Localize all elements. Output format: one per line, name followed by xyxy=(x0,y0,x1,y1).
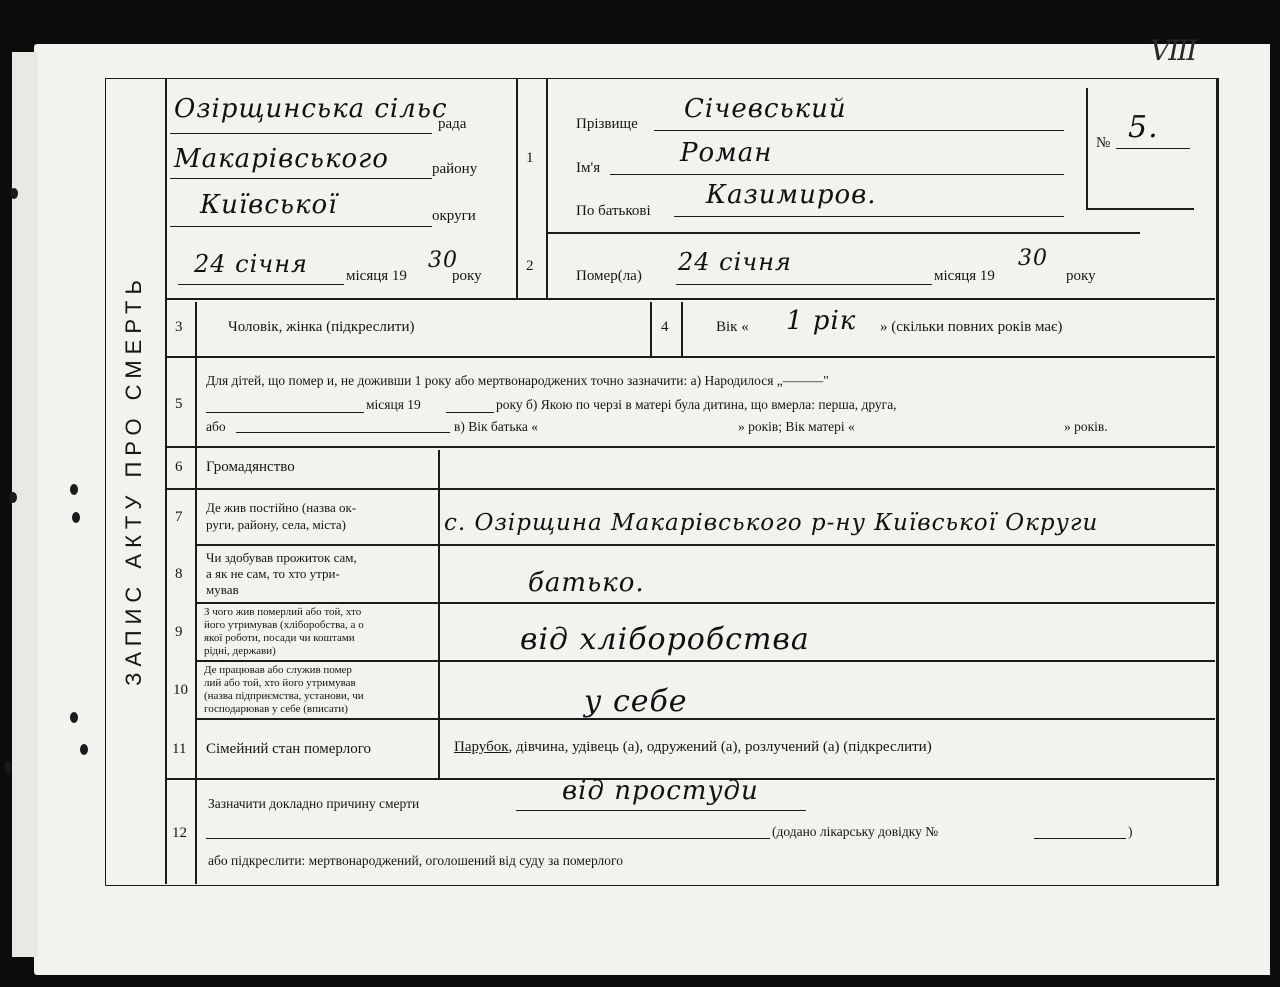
death-date-line xyxy=(676,284,932,285)
surname-line xyxy=(654,130,1064,131)
infant-year-line xyxy=(446,412,494,413)
surname-handwriting: Січевський xyxy=(684,94,847,124)
income-label-2: його утримував (хліборобства, а о xyxy=(204,619,364,631)
grid-line xyxy=(165,446,1215,448)
work-label-3: (назва підприємства, установи, чи xyxy=(204,690,364,702)
infant-info-line-1: Для дітей, що помер и, не доживши 1 року або мертвонароджених точно зазначити: а) Народилося „———" xyxy=(206,373,829,388)
punch-hole xyxy=(70,712,78,723)
registration-date-handwriting: 24 січня xyxy=(194,250,308,278)
stillborn-note: або підкреслити: мертвонароджений, оголошений від суду за померлого xyxy=(208,853,623,868)
infant-line xyxy=(206,412,364,413)
row-number: 10 xyxy=(173,682,188,698)
name-line xyxy=(610,174,1064,175)
registration-date-line xyxy=(178,284,344,285)
row-number: 3 xyxy=(175,319,183,335)
record-number-line xyxy=(1116,148,1190,149)
marital-option-selected: Парубок xyxy=(454,739,509,755)
infant-or-label: або xyxy=(206,419,226,434)
support-label-1: Чи здобував прожиток сам, xyxy=(206,550,357,565)
work-label-4: господарював у себе (вписати) xyxy=(204,703,348,715)
registration-month-label: місяця 19 xyxy=(346,268,407,284)
marital-status-label: Сімейний стан померлого xyxy=(206,741,371,757)
grid-line xyxy=(165,488,1215,490)
okruga-label: округи xyxy=(432,208,476,224)
infant-month-label: місяця 19 xyxy=(366,397,421,412)
death-year-handwriting: 30 xyxy=(1018,246,1048,271)
raion-handwriting: Макарівського xyxy=(174,144,389,174)
corner-mark: VIII xyxy=(1150,34,1196,67)
record-number-label: № xyxy=(1096,135,1111,151)
registration-year-handwriting: 30 xyxy=(428,248,458,273)
grid-line xyxy=(195,718,1215,720)
certificate-number-line xyxy=(1034,838,1126,839)
residence-label-1: Де жив постійно (назва ок- xyxy=(206,500,357,515)
cause-of-death-label: Зазначити докладно причину смерти xyxy=(208,796,420,811)
years-label: » років. xyxy=(1064,419,1108,434)
work-label-1: Де працював або служив помер xyxy=(204,664,352,676)
cause-line-2 xyxy=(206,838,770,839)
rada-line xyxy=(170,133,432,134)
income-label-4: рідні, держави) xyxy=(204,645,276,657)
patronymic-label: По батькові xyxy=(576,203,651,219)
grid-line xyxy=(195,660,1215,662)
support-handwriting: батько. xyxy=(528,568,645,598)
row-number: 6 xyxy=(175,459,183,475)
name-label: Ім'я xyxy=(576,160,601,176)
work-label-2: лий або той, хто його утримував xyxy=(204,677,356,689)
grid-line xyxy=(650,302,652,356)
rada-handwriting: Озірщинська сільс xyxy=(174,94,448,124)
grid-line xyxy=(165,356,1215,358)
raion-label: району xyxy=(432,161,478,177)
rada-label: рада xyxy=(438,116,467,132)
okruga-line xyxy=(170,226,432,227)
marital-status-options xyxy=(454,739,932,756)
row-number: 11 xyxy=(172,741,187,757)
punch-hole xyxy=(10,188,18,199)
row-number: 7 xyxy=(175,509,183,525)
row-number: 12 xyxy=(172,825,187,841)
grid-line xyxy=(546,78,548,298)
punch-hole xyxy=(9,492,17,503)
punch-hole xyxy=(72,512,80,523)
cause-of-death-handwriting: від простуди xyxy=(562,776,759,806)
grid-line xyxy=(546,232,1140,234)
support-label-3: мував xyxy=(206,582,239,597)
work-handwriting: у себе xyxy=(584,684,688,719)
death-label: Помер(ла) xyxy=(576,268,642,284)
residence-handwriting: с. Озірщина Макарівського р-ну Київської Округи xyxy=(444,510,1099,536)
age-note: » (скільки повних років має) xyxy=(880,319,1063,335)
grid-line xyxy=(165,78,167,884)
record-number-handwriting: 5. xyxy=(1128,110,1159,145)
marital-options-rest: , дівчина, удівець (а), одружений (а), розлучений (а) (підкреслити) xyxy=(508,739,932,755)
row-number: 5 xyxy=(175,396,183,412)
registration-year-label: року xyxy=(452,268,482,284)
medical-certificate-label: (додано лікарську довідку № xyxy=(772,824,939,839)
support-label-2: а як не сам, то хто утри- xyxy=(206,566,340,581)
citizenship-label: Громадянство xyxy=(206,459,295,475)
punch-hole xyxy=(4,762,12,773)
grid-line xyxy=(165,298,1215,300)
death-year-label: року xyxy=(1066,268,1096,284)
row-number: 8 xyxy=(175,566,183,582)
name-handwriting: Роман xyxy=(680,138,773,168)
grid-line xyxy=(681,302,683,356)
patronymic-line xyxy=(674,216,1064,217)
grid-line xyxy=(195,602,1215,604)
row-number: 9 xyxy=(175,624,183,640)
father-age-label: в) Вік батька « xyxy=(454,419,538,434)
infant-order-line xyxy=(236,432,450,433)
patronymic-handwriting: Казимиров. xyxy=(706,180,877,210)
death-date-handwriting: 24 січня xyxy=(678,248,792,276)
death-month-label: місяця 19 xyxy=(934,268,995,284)
punch-hole xyxy=(70,484,78,495)
grid-line xyxy=(1086,88,1088,208)
row-number: 4 xyxy=(661,319,669,335)
age-label: Вік « xyxy=(716,319,749,335)
infant-info-line-2: року б) Якою по черзі в матері була дитина, що вмерла: перша, друга, xyxy=(496,397,897,412)
residence-label-2: руги, району, села, міста) xyxy=(206,517,347,532)
surname-label: Прізвище xyxy=(576,116,638,132)
row-number: 1 xyxy=(526,150,534,166)
mother-age-label: » років; Вік матері « xyxy=(738,419,855,434)
medical-certificate-end: ) xyxy=(1128,824,1133,839)
income-label-3: якої роботи, посади чи коштами xyxy=(204,632,355,644)
age-handwriting: 1 рік xyxy=(786,306,857,336)
sex-label: Чоловік, жінка (підкреслити) xyxy=(228,319,415,335)
grid-line xyxy=(195,544,1215,546)
income-handwriting: від хліборобства xyxy=(520,622,810,657)
cause-line xyxy=(516,810,806,811)
okruga-handwriting: Київської xyxy=(200,190,338,220)
income-label-1: З чого жив померлий або той, хто xyxy=(204,606,362,618)
punch-hole xyxy=(80,744,88,755)
grid-line xyxy=(438,450,440,778)
row-number: 2 xyxy=(526,258,534,274)
grid-line xyxy=(195,302,197,884)
grid-line xyxy=(1086,208,1194,210)
sidebar-title: ЗАПИС АКТУ ПРО СМЕРТЬ xyxy=(121,274,146,686)
raion-line xyxy=(170,178,432,179)
grid-line xyxy=(516,78,518,298)
